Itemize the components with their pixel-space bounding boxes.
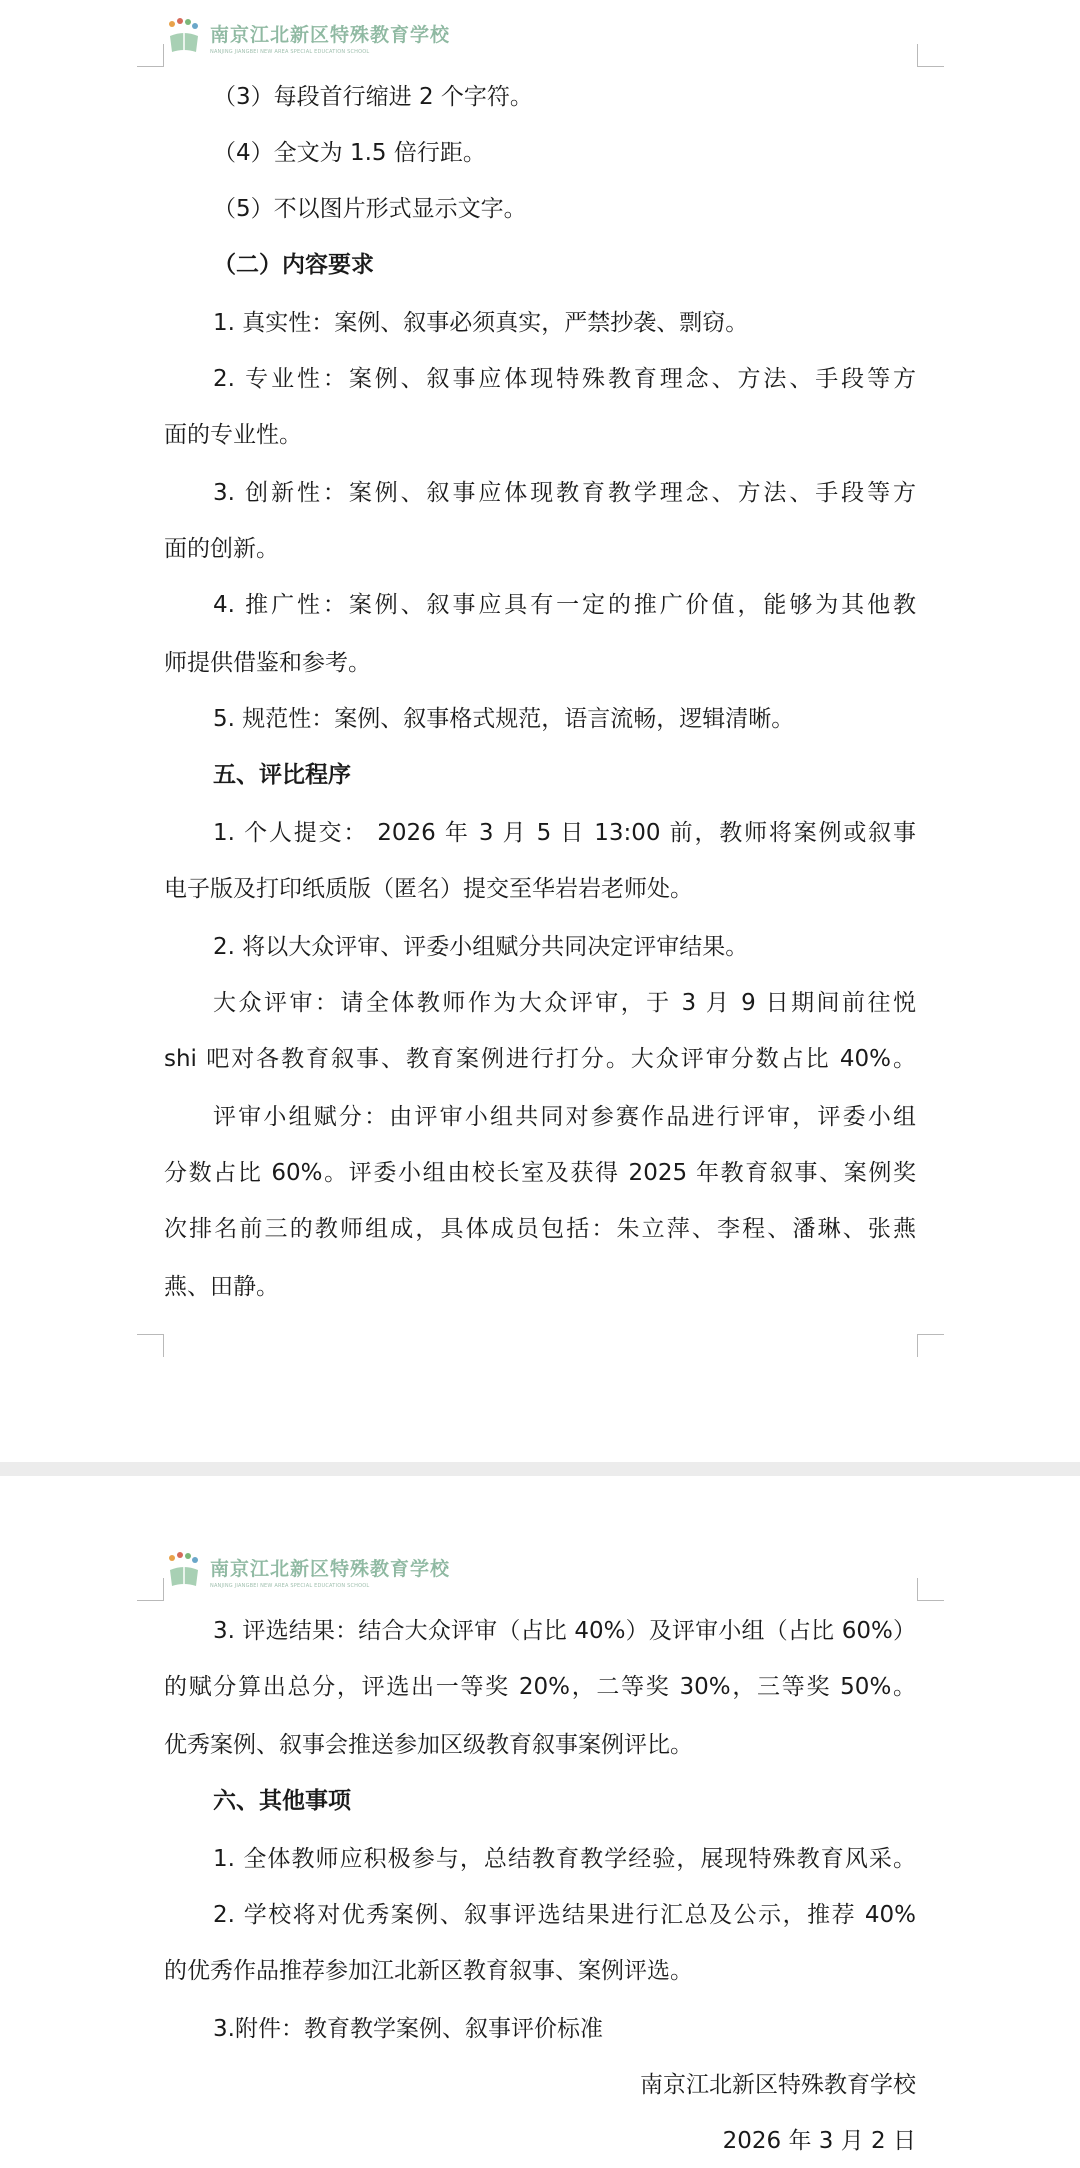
section-heading: （二）内容要求 bbox=[213, 252, 374, 278]
school-logo-icon bbox=[164, 1550, 204, 1592]
body-line: 1. 个人提交： 2026 年 3 月 5 日 13:00 前，教师将案例或叙事 bbox=[213, 820, 916, 846]
body-line: （4）全文为 1.5 倍行距。 bbox=[213, 140, 486, 166]
page-margin-corner bbox=[917, 44, 944, 67]
body-line: 5. 规范性：案例、叙事格式规范，语言流畅，逻辑清晰。 bbox=[213, 706, 795, 732]
body-line: 3. 评选结果：结合大众评审（占比 40%）及评审小组（占比 60%） bbox=[213, 1618, 916, 1644]
page-margin-corner bbox=[137, 1578, 164, 1601]
body-line: 大众评审：请全体教师作为大众评审，于 3 月 9 日期间前往悦 bbox=[213, 990, 916, 1016]
page-margin-corner bbox=[917, 1334, 944, 1357]
page-margin-corner bbox=[137, 1334, 164, 1357]
school-logo-header bbox=[164, 16, 450, 58]
body-line: 2. 学校将对优秀案例、叙事评选结果进行汇总及公示，推荐 40% bbox=[213, 1902, 916, 1928]
body-line: shi 吧对各教育叙事、教育案例进行打分。大众评审分数占比 40%。 bbox=[164, 1046, 916, 1072]
page-margin-corner bbox=[917, 1578, 944, 1601]
body-line: 的优秀作品推荐参加江北新区教育叙事、案例评选。 bbox=[164, 1958, 693, 1984]
body-line: 2. 专业性：案例、叙事应体现特殊教育理念、方法、手段等方 bbox=[213, 366, 916, 392]
body-line: （3）每段首行缩进 2 个字符。 bbox=[213, 84, 533, 110]
body-line: 师提供借鉴和参考。 bbox=[164, 650, 371, 676]
section-heading: 六、其他事项 bbox=[213, 1788, 351, 1814]
signature-date: 2026 年 3 月 2 日 bbox=[722, 2128, 916, 2154]
section-heading: 五、评比程序 bbox=[213, 762, 351, 788]
school-name-cn: 南京江北新区特殊教育学校 bbox=[210, 23, 451, 46]
school-name-en: NANJING JIANGBEI NEW AREA SPECIAL EDUCATION SCHOOL bbox=[210, 48, 370, 55]
body-line: 次排名前三的教师组成，具体成员包括：朱立萍、李程、潘琳、张燕 bbox=[164, 1216, 916, 1242]
body-line: 1. 全体教师应积极参与，总结教育教学经验，展现特殊教育风采。 bbox=[213, 1846, 916, 1872]
body-line: 3.附件：教育教学案例、叙事评价标准 bbox=[213, 2016, 603, 2042]
page-separator bbox=[0, 1462, 1080, 1476]
signature-school: 南京江北新区特殊教育学校 bbox=[640, 2072, 916, 2098]
body-line: （5）不以图片形式显示文字。 bbox=[213, 196, 527, 222]
body-line: 面的专业性。 bbox=[164, 422, 302, 448]
page-margin-corner bbox=[137, 44, 164, 67]
document-page-2 bbox=[0, 1476, 1080, 2168]
school-name-en: NANJING JIANGBEI NEW AREA SPECIAL EDUCATION SCHOOL bbox=[210, 1582, 370, 1589]
body-line: 燕、田静。 bbox=[164, 1274, 279, 1300]
school-name-cn: 南京江北新区特殊教育学校 bbox=[210, 1557, 451, 1580]
body-line: 分数占比 60%。评委小组由校长室及获得 2025 年教育叙事、案例奖 bbox=[164, 1160, 916, 1186]
body-line: 3. 创新性：案例、叙事应体现教育教学理念、方法、手段等方 bbox=[213, 480, 916, 506]
body-line: 1. 真实性：案例、叙事必须真实，严禁抄袭、剽窃。 bbox=[213, 310, 749, 336]
body-line: 电子版及打印纸质版（匿名）提交至华岩岩老师处。 bbox=[164, 876, 693, 902]
body-line: 的赋分算出总分，评选出一等奖 20%，二等奖 30%，三等奖 50%。 bbox=[164, 1674, 916, 1700]
school-logo-icon bbox=[164, 16, 204, 58]
body-line: 面的创新。 bbox=[164, 536, 279, 562]
body-line: 4. 推广性：案例、叙事应具有一定的推广价值，能够为其他教 bbox=[213, 592, 916, 618]
school-logo-header bbox=[164, 1550, 450, 1592]
body-line: 优秀案例、叙事会推送参加区级教育叙事案例评比。 bbox=[164, 1732, 693, 1758]
body-line: 评审小组赋分：由评审小组共同对参赛作品进行评审，评委小组 bbox=[213, 1104, 916, 1130]
body-line: 2. 将以大众评审、评委小组赋分共同决定评审结果。 bbox=[213, 934, 749, 960]
